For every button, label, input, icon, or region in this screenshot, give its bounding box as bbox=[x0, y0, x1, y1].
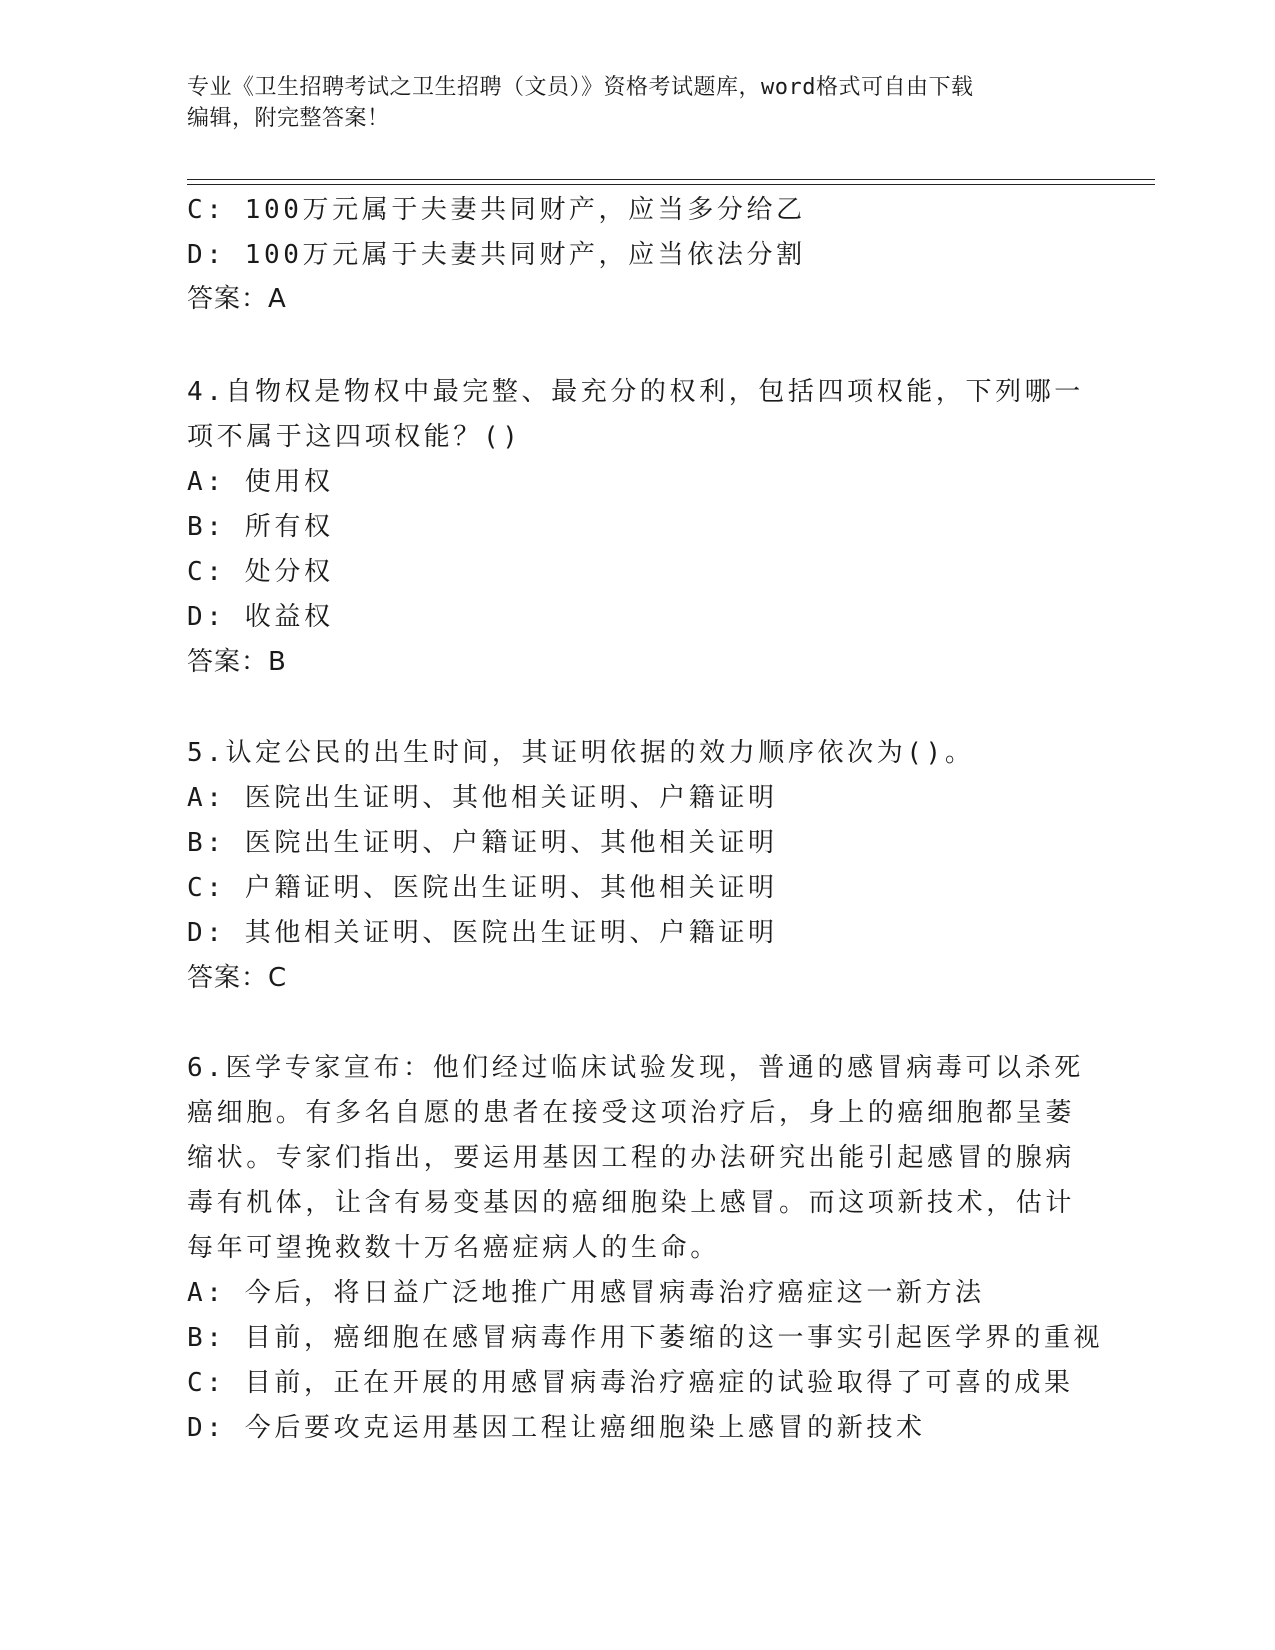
q6-option-a: A: 今后，将日益广泛地推广用感冒病毒治疗癌症这一新方法 bbox=[187, 1278, 985, 1308]
q5-stem-line1: 5.认定公民的出生时间，其证明依据的效力顺序依次为()。 bbox=[187, 738, 975, 768]
q6-stem-line4: 毒有机体，让含有易变基因的癌细胞染上感冒。而这项新技术，估计 bbox=[187, 1188, 1076, 1218]
q4-answer: 答案：B bbox=[187, 647, 287, 677]
q6-option-c: C: 目前，正在开展的用感冒病毒治疗癌症的试验取得了可喜的成果 bbox=[187, 1368, 1074, 1398]
q6-stem-line3: 缩状。专家们指出，要运用基因工程的办法研究出能引起感冒的腺病 bbox=[187, 1143, 1076, 1173]
q6-stem-line5: 每年可望挽救数十万名癌症病人的生命。 bbox=[187, 1233, 720, 1263]
header-divider-bottom bbox=[187, 184, 1155, 185]
q4-stem-line2: 项不属于这四项权能？() bbox=[187, 422, 522, 452]
q5-option-c: C: 户籍证明、医院出生证明、其他相关证明 bbox=[187, 873, 778, 903]
q4-stem-line1: 4.自物权是物权中最完整、最充分的权利，包括四项权能，下列哪一 bbox=[187, 377, 1084, 407]
q4-option-b: B: 所有权 bbox=[187, 512, 334, 542]
header-divider-top bbox=[187, 179, 1155, 180]
q6-option-b: B: 目前，癌细胞在感冒病毒作用下萎缩的这一事实引起医学界的重视 bbox=[187, 1323, 1104, 1353]
header-title-line1: 专业《卫生招聘考试之卫生招聘（文员）》资格考试题库，word格式可自由下载 bbox=[187, 75, 974, 100]
q6-option-d: D: 今后要攻克运用基因工程让癌细胞染上感冒的新技术 bbox=[187, 1413, 926, 1443]
q5-option-a: A: 医院出生证明、其他相关证明、户籍证明 bbox=[187, 783, 778, 813]
q6-stem-line1: 6.医学专家宣布：他们经过临床试验发现，普通的感冒病毒可以杀死 bbox=[187, 1053, 1084, 1083]
q6-stem-line2: 癌细胞。有多名自愿的患者在接受这项治疗后，身上的癌细胞都呈萎 bbox=[187, 1098, 1076, 1128]
q3-option-c: C: 100万元属于夫妻共同财产，应当多分给乙 bbox=[187, 195, 806, 225]
q3-answer: 答案：A bbox=[187, 284, 287, 314]
q4-option-c: C: 处分权 bbox=[187, 557, 334, 587]
q5-answer: 答案：C bbox=[187, 963, 288, 993]
q5-option-b: B: 医院出生证明、户籍证明、其他相关证明 bbox=[187, 828, 778, 858]
document-header bbox=[187, 72, 1067, 134]
header-title-line2: 编辑，附完整答案！ bbox=[187, 106, 390, 131]
q5-option-d: D: 其他相关证明、医院出生证明、户籍证明 bbox=[187, 918, 778, 948]
q4-option-d: D: 收益权 bbox=[187, 602, 334, 632]
q4-option-a: A: 使用权 bbox=[187, 467, 334, 497]
q3-option-d: D: 100万元属于夫妻共同财产，应当依法分割 bbox=[187, 240, 806, 270]
